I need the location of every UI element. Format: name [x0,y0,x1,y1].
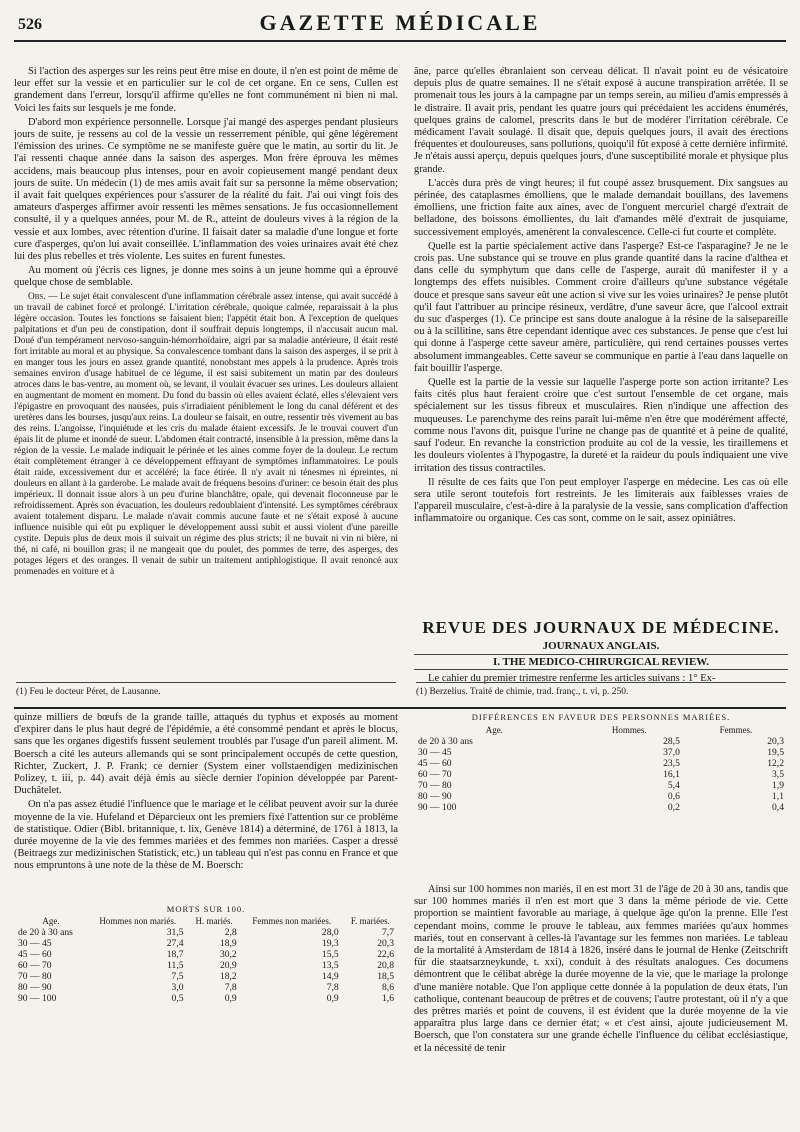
table-cell: 0,9 [224,993,237,1004]
section-title: REVUE DES JOURNAUX DE MÉDECINE. [422,618,780,637]
footnote-left: (1) Feu le docteur Péret, de Lausanne. [16,682,396,697]
column-header: F. mariées. [350,916,390,926]
journal-title: GAZETTE MÉDICALE [259,10,541,35]
paragraph: Au moment où j'écris ces lignes, je donne mes soins à un jeune homme qui a éprouvé quelque chose de semblable. [14,265,398,289]
paragraph: Ainsi sur 100 hommes non mariés, il en est mort 31 de l'âge de 20 à 30 ans, tandis que sur 100 hommes mariés il n'en est mort que 3 dans la même période de vie. Cette proportion se maintient favorable au mariage, à quelque âge qu'on la prenne. Elle l'est cependant moins, comme le prouve le tableau, aux femmes mariées qu'aux hommes mariés, tout en conservant à celles-là l'avantage sur les femmes non mariées. Le tableau de la mortalité à Amsterdam de 1814 à 1826, inséré dans le journal de Henke (Zeitschrift für die staatsarzneykunde, t. xxi), conduit à des résultats analogues. Ces documens démontrent que le célibat abrège la durée moyenne de la vie, que le mariage la prolonge d'une manière notable. Que l'on applique cette donnée à la population de deux états, l'un catholique, contenant beaucoup de prêtres et de couvens; l'autre protestant, où il n'y a que des prêtres mariés et point de couvens, il est évident que la durée moyenne de la vie apparaîtra plus large dans ce dernier état; « et c'est ainsi, ajoute judicieusement M. Boersch, que l'on constatera sur une grande échelle l'influence du célibat ecclésiastique, et la nécessité de tenir [414,884,788,1054]
table-cell: 30 — 45 [18,938,52,949]
paragraph: Quelle est la partie spécialement active dans l'asperge? Est-ce l'asparagine? Je ne le crois pas. Une substance qui se trouve en plus grande quantité dans la racine d'althea et dans celle du symphytum que dans celle de l'asperge, aurait dû manifester il y a longtemps des effets nuisibles. Comment croire d'ailleurs qu'une substance végétale douce et presque sans saveur eût une action si vive sur les voies urinaires? Je pense plutôt qu'il faut l'attribuer au principe résineux, verdâtre, d'une saveur âcre, que l'alcool extrait du suc d'asperges (1). Ce principe est sans doute analogue à la résine de la salsepareille ou à la scillitine, sans être cependant identique avec ces substances. Je pense que c'est lui qui donne à l'asperge cette saveur amère, particulière, qui rend certaines pousses vertes absolument immangeables. Cette saveur se communique en partie à l'eau dans laquelle on fait bouillir l'asperge. [414,240,788,374]
mortality-table [14,902,398,1004]
table-cell: 80 — 90 [418,791,452,802]
table-cell: 0,4 [772,802,784,813]
table-cell: de 20 à 30 ans [18,927,73,938]
table-cell: 16,1 [663,769,680,780]
table-row [414,747,788,758]
table-cell: 7,8 [224,982,237,993]
paragraph: Si l'action des asperges sur les reins peut être mise en doute, il n'en est point de même de leur effet sur la vessie et en particulier sur le col de cet organe. En ce sens, Cullen est grandement dans l'erreur, lorsqu'il affirme qu'elles ne font communément ni bien ni mal. Voici les faits sur lesquels je me fonde. [14,66,398,114]
right-column-bottom [414,884,788,1128]
table-cell: 31,5 [166,927,184,938]
table-row [414,791,788,802]
table-cell: 23,5 [663,758,680,769]
left-column-top [14,66,398,678]
table-cell: 27,4 [166,938,184,949]
table-row [14,993,398,1004]
page-number: 526 [18,16,42,33]
table-cell: 1,1 [772,791,784,802]
table-cell: 45 — 60 [418,758,452,769]
table-row [14,960,398,971]
page-header [14,4,786,42]
table-cell: 20,3 [767,736,784,747]
table-cell: 18,7 [166,949,184,960]
table-row [14,927,398,938]
table-cell: 0,6 [667,791,680,802]
table-cell: 37,0 [663,747,680,758]
table-cell: 7,8 [326,982,339,993]
table-cell: 19,5 [767,747,784,758]
paragraph: âne, parce qu'elles ébranlaient son cerveau délicat. Il n'avait point eu de vésicatoire depuis plus de quatre semaines. Il ne s'était exposé à aucune transpiration arrêtée. Il se promenait tous les jours à la campagne par un temps serein, au milieu d'amis empressés à le distraire. Il avait pris, pendant les quatre jours qui précédaient les accidens énumérés, quelques grains de calomel, prescrits dans le but de modérer l'irritation cérébrale. Ce médicament l'avait soulagé. Il disait que, depuis quelques jours, il avait des érections fréquentes et douloureuses, sans pollutions, quoiqu'il fût exposé à cette dernière infirmité. Je n'étais aussi aperçu, depuis quelques jours, d'une susceptibilité morale et physique plus grande. [414,66,788,175]
column-header: Femmes. [719,725,753,735]
table [14,916,398,1004]
table-row [414,736,788,747]
section-subtitle: JOURNAUX ANGLAIS. [542,640,660,652]
table-cell: 45 — 60 [18,949,52,960]
observation-paragraph [14,292,398,578]
obs-label: Obs. [28,291,46,302]
table-cell: 7,7 [382,927,394,938]
table-cell: 15,5 [321,949,339,960]
table-cell: 30 — 45 [418,747,452,758]
table-row [14,982,398,993]
column-header: Age. [42,916,60,926]
table-cell: 0,5 [171,993,184,1004]
table-cell: 22,6 [377,949,394,960]
table-cell: 8,6 [382,982,394,993]
column-header: Age. [485,725,503,735]
table-cell: 3,5 [772,769,784,780]
footnote-right: (1) Berzelius. Traité de chimie, trad. franç., t. vi, p. 250. [416,682,786,697]
table-cell: 18,9 [219,938,237,949]
table-cell: 5,4 [667,780,680,791]
table-cell: 2,8 [224,927,237,938]
paragraph: D'abord mon expérience personnelle. Lorsque j'ai mangé des asperges pendant plusieurs jours de suite, je ressens au col de la vessie un resserrement pénible, qui gêne légèrement l'émission des urines. Ce symptôme ne se manifeste guère que le matin, au sortir du lit. Je l'ai ressenti chaque année dans la saison des asperges. Mon frère éprouva les mêmes accidens, mais beaucoup plus intenses, pour en avoir copieusement mangé pendant deux jours de suite. Un médecin (1) de mes amis avait fait sur sa personne la même observation; il avait fait quelques expériences pour s'assurer de la réalité du fait. J'ai oui vingt fois des amateurs d'asperges affirmer avoir ressenti les mêmes sensations. Je fus occasionnellement consulté, il y a quelques années, pour M. de R., atteint de douleurs vives à la région de la vessie et aux lombes, avec rétention d'urine. Il faisait dater sa maladie d'une longue et forte cure d'asperges, qu'on lui avait conseillée. L'inflammation des voies urinaires avait été chez lui des plus rebelles et très violente. Les suites en furent funestes. [14,116,398,263]
table-cell: 7,5 [171,971,184,982]
table-row [414,802,788,813]
table-header-row [414,725,788,736]
revue-section [414,618,788,684]
column-header: Femmes non mariées. [252,916,332,926]
paragraph: Il résulte de ces faits que l'on peut employer l'asperge en médecine. Les cas où elle sera utile seront toutefois fort restreints. Je les limiterais aux faiblesses vraies de l'appareil musculaire, c'est-à-dire à la paralysie de la vessie, sans complication d'affection inflammatoire ou organique. Ces cas sont, comme on le sait, assez opiniâtres. [414,476,788,525]
table-cell: 1,6 [382,993,394,1004]
table-caption: DIFFÉRENCES EN FAVEUR DES PERSONNES MARIÉES. [471,712,731,722]
divider [14,707,786,709]
table-cell: 80 — 90 [18,982,52,993]
table-cell: 18,5 [377,971,394,982]
table-row [414,769,788,780]
table-cell: 20,8 [377,960,394,971]
table-header-row [14,916,398,927]
table-cell: 3,0 [171,982,184,993]
column-header: H. mariés. [195,916,233,926]
table-cell: 28,0 [321,927,339,938]
paragraph: quinze milliers de bœufs de la grande taille, attaqués du typhus et exposés au moment d'expirer dans le plus haut degré de l'épidémie, a été consommé pendant et après le blocus, sans que les organes digestifs fussent seulement troublés par l'usage d'un pareil aliment. M. Boersch a cité les auteurs allemands qui se sont principalement occupés de cette question, Richter, Zuckert, J. P. Frank; ce dernier (System einer vollstaendigen medizinischen Polizey, t. iii, p. 44) avait déjà émis au siècle dernier l'opinion développée par Parent-Duchâtelet. [14,712,398,797]
table-row [14,949,398,960]
table-cell: 70 — 80 [18,971,52,982]
table-row [414,780,788,791]
table-cell: 13,5 [321,960,339,971]
table-cell: 20,3 [377,938,394,949]
differences-table [414,712,788,813]
table-cell: 18,2 [219,971,237,982]
table-cell: 14,9 [321,971,339,982]
table-cell: 60 — 70 [418,769,452,780]
column-header: Hommes non mariés. [99,916,177,926]
section-lead: Le cahier du premier trimestre renferme les articles suivans : 1° Ex- [428,673,716,684]
table-row [14,938,398,949]
paragraph: L'accès dura près de vingt heures; il fut coupé assez brusquement. Dix sangsues au périnée, des cataplasmes émolliens, que le malade demandait bouillans, des lavemens émolliens, une friction faite aux aines, avec de l'onguent mercuriel chargé d'extrait de belladone, des boissons émollientes, du lait d'amandes mêlé d'extrait de jusquiame, successivement employés, amenèrent la convalescence. Celle-ci fut courte et complète. [414,177,788,238]
table-cell: 12,2 [767,758,784,769]
table-cell: 1,9 [772,780,784,791]
table-cell: 28,5 [663,736,680,747]
table-cell: 60 — 70 [18,960,52,971]
table-row [414,758,788,769]
table-cell: 90 — 100 [418,802,457,813]
section-heading: I. THE MEDICO-CHIRURGICAL REVIEW. [414,654,788,670]
table-cell: 0,9 [326,993,339,1004]
column-header: Hommes. [611,725,647,735]
table-cell: 20,9 [219,960,237,971]
table-cell: 19,3 [321,938,339,949]
left-column-bottom [14,712,398,900]
right-column-top [414,66,788,612]
table-cell: 90 — 100 [18,993,57,1004]
obs-text: — Le sujet était convalescent d'une inflammation cérébrale assez intense, qui avait succédé à un travail de cabinet forcé et prolongé. L'irritation cérébrale, quoique calmée, reparaissait à la plus légère occasion. Toutes les fonctions se faisaient bien; l'appétit était bon. A l'exception de quelques palpitations et d'un peu de constipation, dont il souffrait depuis longtemps, il n'accusait aucun mal. Doué d'un tempérament nervoso-sanguin-hémorrhoïdaire, aigri par sa maladie antérieure, il était resté fort irritable au moral et au physique. Sa convalescence tombant dans la saison des asperges, il se prit à en manger tous les jours en assez grande quantité, nonobstant mes appels à la prudence. Après trois semaines environ d'usage habituel de ce légume, il est saisi subitement un matin par des douleurs atroces dans le bas-ventre, au moment où, se levant, il voulait évacuer ses urines. Les douleurs allaient en augmentant de moment en moment. Du fond du bassin où elles avaient éclaté, elles s'élevaient vers l'épigastre en provoquant des nausées, puis s'irradiaient péniblement le long du canal déférent et des uretères dans les bourses, jusqu'aux reins. La douleur se faisait, en outre, ressentir très vivement au bas des reins. L'angoisse, l'inquiétude et les cris du malade étaient excessifs. Je le trouvai couvert d'un épais lit de plume et inondé de sueur. L'abdomen était contracté, insensible à la pression, même dans la région de la vessie. Le malade indiquait le périnée et les aines comme foyer de la douleur. Le rectum était complètement étranger à ce développement effrayant de symptômes inflammatoires. Le pouls était raide, excessivement dur et accéléré; la face étirée. Il n'y avait ni ténesmes ni épreintes, ni douleurs en allant à la garderobe. Le malade avait de fréquens besoins d'uriner: ce besoin était des plus impérieux. Il donnait issue alors à un peu d'urine blanchâtre, opale, qui devenait floconneuse par le refroidissement. Après son évacuation, les douleurs redoublaient d'intensité. Les symptômes cérébraux avaient totalement disparu. Le malade n'avait commis aucune faute et ne s'était exposé à aucune influence nuisible qui eût pu expliquer le développement aussi subit et aussi violent d'une pareille cystite. Depuis plus de deux mois il suivait un régime des plus stricts; il ne buvait ni vin ni bière, ni thé, ni café, ni bouillon gras; il ne mangeait que du poulet, des pommes de terre, des asperges, des potages légers et des oranges. Il venait de subir un traitement antiphlogistique. Il avait renoncé aux promenades en voiture et à [14,291,398,577]
table [414,725,788,813]
paragraph: Quelle est la partie de la vessie sur laquelle l'asperge porte son action irritante? Les faits cités plus haut feraient croire que c'est surtout l'ensemble de cet organe, mais spécialement sur les tissus fibreux et musculaires. Rien n'indique une affection des muqueuses. Le parenchyme des reins paraît lui-même n'en être que modérément affecté, comme nous l'avons dit, puisque l'urine ne change pas de quantité et à peine de qualité, sauf l'odeur. En revanche la constriction produite au col de la vessie, les tiraillemens et les douleurs violentes à l'hypogastre, la dureté et la raideur du pouls indiquaient une vive irritation des tissus contractiles. [414,377,788,474]
paragraph: On n'a pas assez étudié l'influence que le mariage et le célibat peuvent avoir sur la durée moyenne de la vie. Hufeland et Déparcieux ont les premiers fixé l'attention sur ce problème de statistique. Odier (Bibl. britannique, t. lix, Genève 1814) a déterminé, de 1761 à 1813, la durée moyenne de la vie des femmes mariées et des femmes non mariées. Casper a dressé (Beitraegs zur medizinischen Statistick, etc.) un tableau qui n'est pas connu en France et que nous empruntons à une note de la thèse de M. Boersch: [14,799,398,872]
table-cell: 0,2 [667,802,680,813]
table-row [14,971,398,982]
table-cell: 70 — 80 [418,780,452,791]
table-cell: de 20 à 30 ans [418,736,473,747]
table-caption: MORTS SUR 100. [166,904,246,914]
table-cell: 30,2 [219,949,237,960]
table-cell: 11,5 [167,960,184,971]
